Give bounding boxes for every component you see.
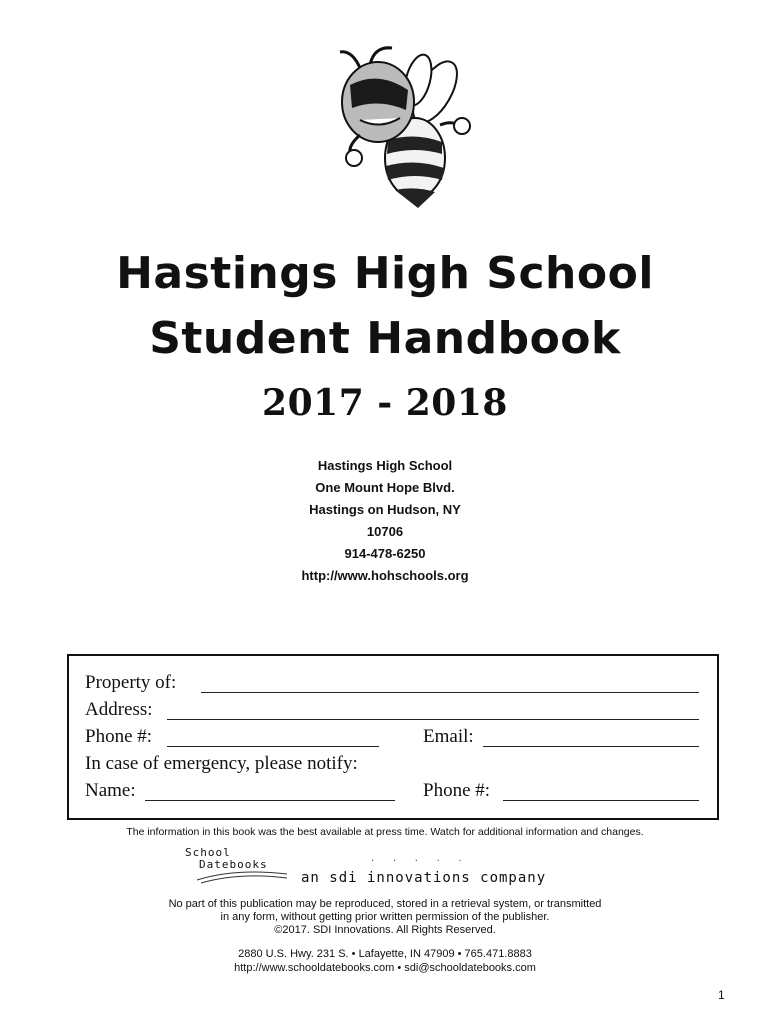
email-field[interactable] — [483, 746, 699, 747]
title-line1: Hastings High School — [116, 248, 654, 299]
property-field[interactable] — [201, 692, 699, 693]
publisher-address: 2880 U.S. Hwy. 231 S. • Lafayette, IN 47909 • 765.471.8883 — [238, 948, 532, 960]
phone2-field[interactable] — [503, 800, 699, 801]
name-label: Name: — [85, 780, 136, 801]
school-name: Hastings High School — [317, 458, 453, 473]
name-field[interactable] — [145, 800, 395, 801]
publisher-web: http://www.schooldatebooks.com • sdi@schooldatebooks.com — [234, 962, 536, 974]
page-number: 1 — [718, 988, 725, 1002]
year-range: 2017 - 2018 — [262, 382, 508, 424]
school-street: One Mount Hope Blvd. — [315, 480, 455, 495]
school-phone: 914-478-6250 — [344, 546, 426, 561]
school-zip: 10706 — [366, 524, 404, 539]
property-label: Property of: — [85, 672, 177, 693]
email-label: Email: — [423, 726, 474, 747]
logo-company-text: an sdi innovations company — [301, 870, 547, 886]
phone2-label: Phone #: — [423, 780, 491, 801]
address-label: Address: — [85, 699, 153, 720]
book-swoosh-icon — [195, 868, 290, 884]
phone-label: Phone #: — [85, 726, 153, 747]
address-field[interactable] — [167, 719, 699, 720]
press-note: The information in this book was the best available at press time. Watch for additional information and changes. — [126, 826, 644, 838]
ownership-form — [67, 654, 719, 820]
phone-field[interactable] — [167, 746, 379, 747]
title-line2: Student Handbook — [149, 313, 621, 364]
logo-dots: · · · · · — [371, 856, 470, 867]
school-datebooks-logo — [185, 846, 615, 892]
copyright-line1: No part of this publication may be reproduced, stored in a retrieval system, or transmitted — [168, 898, 602, 910]
copyright-line3: ©2017. SDI Innovations. All Rights Reserved. — [274, 924, 496, 936]
copyright-line2: in any form, without getting prior written permission of the publisher. — [220, 911, 550, 923]
emergency-label: In case of emergency, please notify: — [85, 753, 358, 774]
school-city: Hastings on Hudson, NY — [309, 502, 461, 517]
hornet-mascot-icon — [300, 40, 480, 210]
logo-datebooks-text: Datebooks — [199, 858, 268, 871]
logo-school-text: School — [185, 846, 231, 859]
school-url: http://www.hohschools.org — [301, 568, 469, 583]
